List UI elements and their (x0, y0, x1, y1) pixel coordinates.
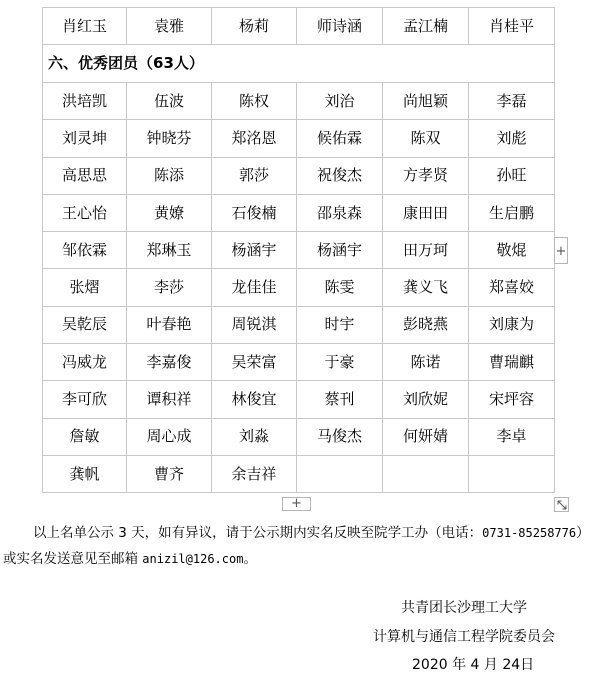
name-cell[interactable]: 谭积祥 (127, 381, 212, 418)
name-cell[interactable] (383, 455, 469, 492)
table-row (43, 157, 555, 194)
name-cell[interactable]: 邵泉森 (297, 194, 383, 231)
name-cell[interactable] (297, 455, 383, 492)
name-cell[interactable]: 田万珂 (383, 232, 469, 269)
notice-text: ） (576, 525, 590, 541)
name-cell[interactable]: 郭莎 (212, 157, 297, 194)
name-cell[interactable]: 伍波 (127, 83, 212, 120)
table-row (43, 455, 555, 492)
name-cell[interactable]: 孙旺 (469, 157, 555, 194)
name-cell[interactable]: 宋坪容 (469, 381, 555, 418)
resize-icon[interactable] (554, 497, 569, 512)
name-cell[interactable]: 曹齐 (127, 455, 212, 492)
name-cell[interactable]: 吴乾辰 (43, 306, 127, 343)
section-header-row (43, 45, 555, 83)
notice-line-1 (33, 521, 590, 541)
table-row (43, 269, 555, 306)
name-cell[interactable]: 刘淼 (212, 418, 297, 455)
name-cell[interactable]: 李莎 (127, 269, 212, 306)
name-cell[interactable]: 祝俊杰 (297, 157, 383, 194)
name-cell[interactable]: 生启鹏 (469, 194, 555, 231)
name-cell[interactable]: 康田田 (383, 194, 469, 231)
name-cell[interactable]: 詹敏 (43, 418, 127, 455)
notice-text: 。 (243, 551, 257, 567)
name-cell[interactable]: 李嘉俊 (127, 344, 212, 381)
name-cell[interactable]: 龙佳佳 (212, 269, 297, 306)
name-cell[interactable]: 时宇 (297, 306, 383, 343)
name-cell[interactable]: 龚帆 (43, 455, 127, 492)
name-cell[interactable]: 陈双 (383, 120, 469, 157)
table-row (43, 8, 555, 45)
name-cell[interactable]: 敬焜 (469, 232, 555, 269)
phone-number: 0731-85258776 (482, 526, 577, 540)
name-cell[interactable]: 郑洺恩 (212, 120, 297, 157)
table-row (43, 232, 555, 269)
name-cell[interactable]: 王心怡 (43, 194, 127, 231)
name-cell[interactable]: 洪培凯 (43, 83, 127, 120)
name-cell[interactable]: 石俊楠 (212, 194, 297, 231)
table-row (43, 381, 555, 418)
name-cell[interactable]: 李磊 (469, 83, 555, 120)
table-row (43, 306, 555, 343)
name-cell[interactable]: 高思思 (43, 157, 127, 194)
name-cell[interactable]: 李卓 (469, 418, 555, 455)
name-cell[interactable]: 孟江楠 (383, 8, 469, 45)
table-row (43, 344, 555, 381)
name-cell[interactable]: 彭晓燕 (383, 306, 469, 343)
name-cell[interactable]: 肖桂平 (469, 8, 555, 45)
name-cell[interactable]: 林俊宜 (212, 381, 297, 418)
name-cell[interactable]: 刘欣妮 (383, 381, 469, 418)
honor-list-table (42, 7, 555, 493)
name-cell[interactable]: 龚义飞 (383, 269, 469, 306)
add-column-button[interactable]: + (554, 237, 568, 264)
name-cell[interactable]: 陈雯 (297, 269, 383, 306)
notice-text: 以上名单公示 3 天，如有异议，请于公示期内实名反映至院学工办（电话： (33, 525, 483, 541)
name-cell[interactable]: 黄嫽 (127, 194, 212, 231)
name-cell[interactable] (469, 455, 555, 492)
name-cell[interactable]: 马俊杰 (297, 418, 383, 455)
name-cell[interactable]: 候佑霖 (297, 120, 383, 157)
name-cell[interactable]: 何妍婧 (383, 418, 469, 455)
name-cell[interactable]: 张熠 (43, 269, 127, 306)
table-row (43, 83, 555, 120)
email-address: anizil@126.com (142, 552, 244, 566)
signature-org: 共青团长沙理工大学 (401, 600, 527, 616)
name-cell[interactable]: 刘康为 (469, 306, 555, 343)
name-cell[interactable]: 周锐淇 (212, 306, 297, 343)
name-cell[interactable]: 杨涵宇 (212, 232, 297, 269)
name-cell[interactable]: 肖红玉 (43, 8, 127, 45)
notice-text: 或实名发送意见至邮箱 (3, 551, 143, 567)
name-cell[interactable]: 刘灵坤 (43, 120, 127, 157)
name-cell[interactable]: 叶春艳 (127, 306, 212, 343)
name-cell[interactable]: 尚旭颖 (383, 83, 469, 120)
name-cell[interactable]: 周心成 (127, 418, 212, 455)
name-cell[interactable]: 于豪 (297, 344, 383, 381)
name-cell[interactable]: 陈权 (212, 83, 297, 120)
name-cell[interactable]: 杨莉 (212, 8, 297, 45)
name-cell[interactable]: 袁雅 (127, 8, 212, 45)
name-cell[interactable]: 刘彪 (469, 120, 555, 157)
name-cell[interactable]: 吴荣富 (212, 344, 297, 381)
name-cell[interactable]: 杨涵宇 (297, 232, 383, 269)
table-row (43, 418, 555, 455)
name-cell[interactable]: 师诗涵 (297, 8, 383, 45)
name-cell[interactable]: 刘治 (297, 83, 383, 120)
name-cell[interactable]: 蔡刊 (297, 381, 383, 418)
name-cell[interactable]: 郑琳玉 (127, 232, 212, 269)
name-cell[interactable]: 陈添 (127, 157, 212, 194)
signature-date: 2020 年 4 月 24日 (412, 657, 535, 673)
name-cell[interactable]: 邹依霖 (43, 232, 127, 269)
signature-college: 计算机与通信工程学院委员会 (373, 629, 555, 645)
name-cell[interactable]: 冯威龙 (43, 344, 127, 381)
notice-line-2 (3, 547, 257, 567)
table-row (43, 120, 555, 157)
name-cell[interactable]: 陈诺 (383, 344, 469, 381)
add-row-button[interactable]: + (282, 497, 311, 511)
name-cell[interactable]: 钟晓芬 (127, 120, 212, 157)
table-row (43, 194, 555, 231)
name-cell[interactable]: 方孝贤 (383, 157, 469, 194)
name-cell[interactable]: 余吉祥 (212, 455, 297, 492)
name-cell[interactable]: 李可欣 (43, 381, 127, 418)
name-cell[interactable]: 郑喜姣 (469, 269, 555, 306)
name-cell[interactable]: 曹瑞麒 (469, 344, 555, 381)
section-title[interactable]: 六、优秀团员（63人） (43, 45, 555, 83)
